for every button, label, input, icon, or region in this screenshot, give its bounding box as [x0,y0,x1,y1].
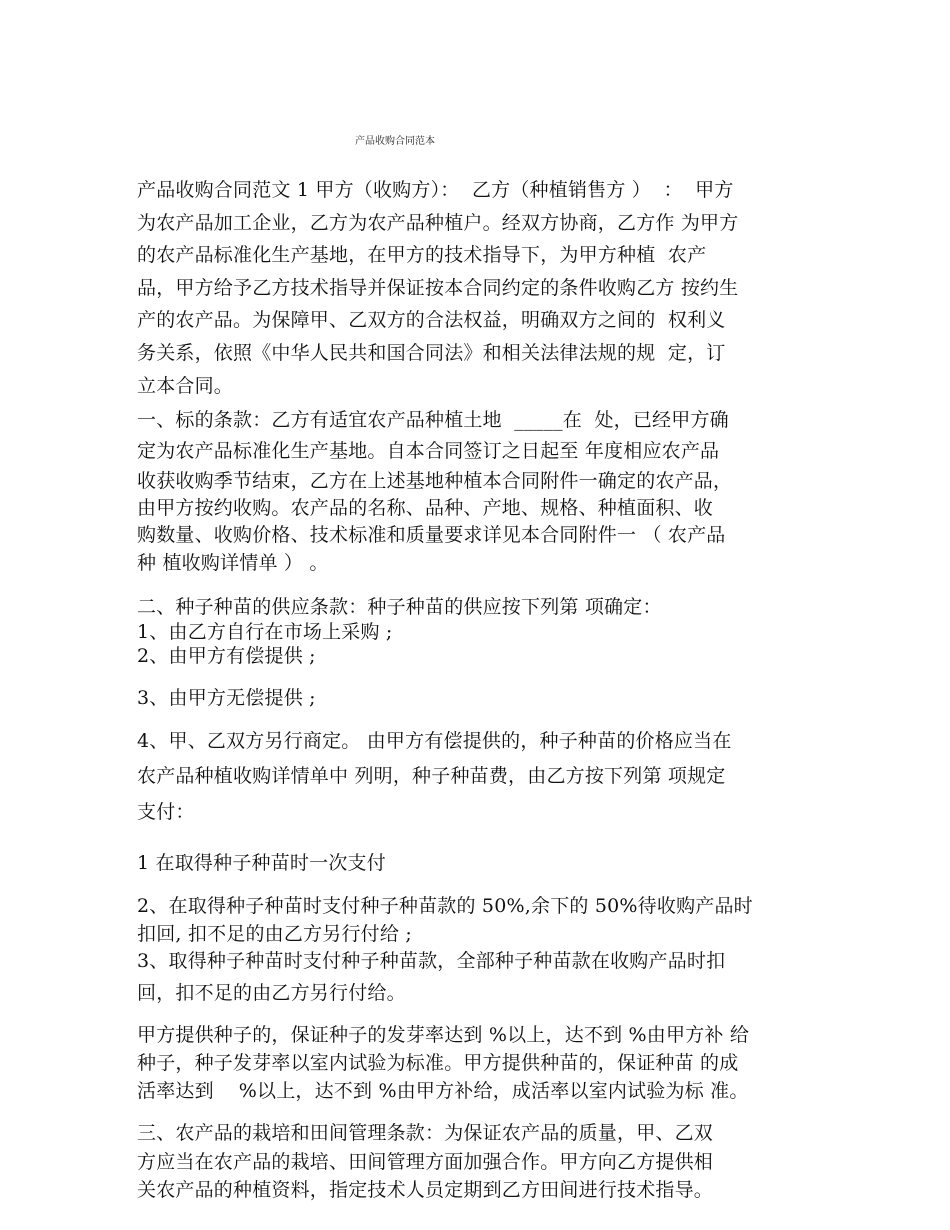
paragraph-line: 1 在取得种子种苗时一次支付 [137,852,386,874]
paragraph-line: 种 植收购详情单 ） 。 [137,552,329,574]
paragraph-line: 二、种子种苗的供应条款：种子种苗的供应按下列第 项确定： [137,596,662,618]
paragraph-line: 3、取得种子种苗时支付种子种苗款，全部种子种苗款在收购产品时扣 [137,950,726,972]
paragraph-line: 立本合同。 [137,375,234,397]
paragraph-line: 4、甲、乙双方另行商定。 由甲方有偿提供的，种子种苗的价格应当在 [137,730,732,752]
paragraph-line: 务关系，依照《中华人民共和国合同法》和相关法律法规的规 定，订 [137,342,726,364]
paragraph-line: 购数量、收购价格、技术标准和质量要求详见本合同附件一 （ 农产品 [137,524,726,546]
paragraph-line: 3、由甲方无偿提供 ; [137,687,316,709]
paragraph-line: 定为农产品标准化生产基地。自本合同签订之日起至 年度相应农产品 [137,440,720,462]
paragraph-line: 2、由甲方有偿提供 ; [137,645,316,667]
paragraph-line: 为农产品加工企业，乙方为农产品种植户。经双方协商，乙方作 为甲方 [137,212,739,234]
paragraph-line: 甲方提供种子的，保证种子的发芽率达到 %以上，达不到 %由甲方补 给 [137,1024,750,1046]
paragraph-line: 活率达到 %以上，达不到 %由甲方补给，成活率以室内试验为标 准。 [137,1080,749,1102]
paragraph-line: 品，甲方给予乙方技术指导并保证按本合同约定的条件收购乙方 按约生 [137,277,739,299]
paragraph-line: 2、在取得种子种苗时支付种子种苗款的 50%,余下的 50%待收购产品时 [137,895,753,917]
paragraph-line: 收获收购季节结束，乙方在上述基地种植本合同附件一确定的农产品， [137,470,733,492]
paragraph-line: 方应当在农产品的栽培、田间管理方面加强合作。甲方向乙方提供相 [137,1151,714,1173]
page-header: 产品收购合同范本 [355,136,435,147]
paragraph-line: 产的农产品。为保障甲、乙双方的合法权益，明确双方之间的 权利义 [137,309,726,331]
paragraph-line: 产品收购合同范文 1 甲方（收购方）： 乙方（种植销售方 ） ： 甲方 [137,179,734,201]
paragraph-line: 农产品种植收购详情单中 列明，种子种苗费，由乙方按下列第 项规定 [137,765,726,787]
paragraph-line: 的农产品标准化生产基地，在甲方的技术指导下，为甲方种植 农产 [137,244,707,266]
paragraph-line: 由甲方按约收购。农产品的名称、品种、产地、规格、种植面积、收 [137,497,714,519]
paragraph-line: 回，扣不足的由乙方另行付给。 [137,982,406,1004]
paragraph-line: 支付： [137,801,195,823]
paragraph-line: 关农产品的种植资料，指定技术人员定期到乙方田间进行技术指导。 [137,1179,714,1201]
paragraph-line: 一、标的条款：乙方有适宜农产品种植土地 _____在 处，已经甲方确 [137,409,729,431]
paragraph-line: 三、农产品的栽培和田间管理条款：为保证农产品的质量，甲、乙双 [137,1122,714,1144]
paragraph-line: 1、由乙方自行在市场上采购 ; [137,621,393,643]
paragraph-line: 种子，种子发芽率以室内试验为标准。甲方提供种苗的，保证种苗 的成 [137,1052,739,1074]
paragraph-line: 扣回, 扣不足的由乙方另行付给 ; [137,923,412,945]
